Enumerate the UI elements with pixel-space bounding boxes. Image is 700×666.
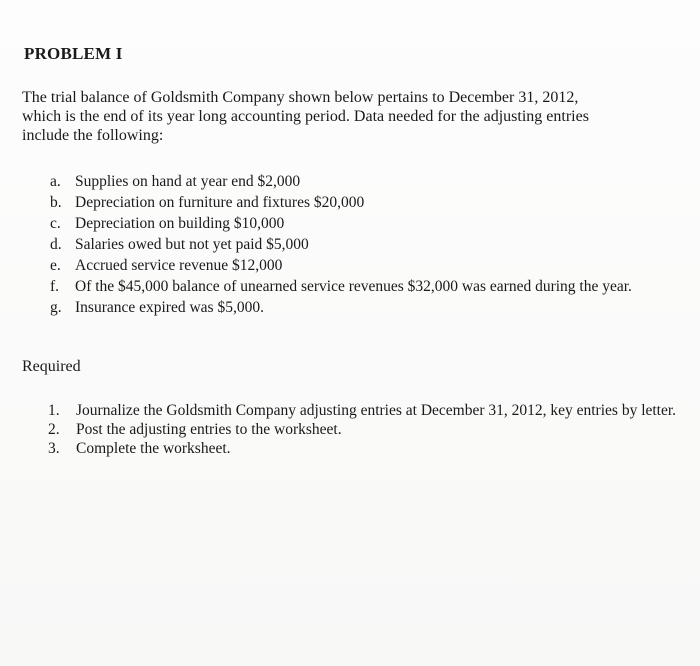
adjustment-item-c — [50, 214, 680, 233]
adjustments-list — [50, 172, 680, 319]
adjustment-item-f — [50, 277, 680, 296]
intro-paragraph — [22, 88, 682, 145]
intro-line: which is the end of its year long accounting period. Data needed for the adjusting entries — [22, 108, 589, 125]
required-heading: Required — [22, 358, 81, 375]
adjustment-item-g — [50, 298, 680, 317]
item-text: Supplies on hand at year end $2,000 — [75, 173, 301, 190]
adjustment-item-d — [50, 235, 680, 254]
item-text: Salaries owed but not yet paid $5,000 — [75, 236, 309, 253]
item-marker: d. — [50, 236, 62, 253]
step-marker: 2. — [48, 421, 60, 438]
item-text: Accrued service revenue $12,000 — [75, 257, 283, 274]
step-marker: 1. — [48, 402, 60, 419]
adjustment-item-b — [50, 193, 680, 212]
step-text: Journalize the Goldsmith Company adjusting entries at December 31, 2012, key entries by letter. — [76, 402, 677, 419]
item-marker: e. — [50, 257, 61, 274]
item-marker: g. — [50, 299, 62, 316]
required-steps-list — [48, 402, 680, 459]
step-item-3 — [48, 440, 680, 458]
step-item-1 — [48, 402, 680, 420]
item-text: Depreciation on furniture and fixtures $20,000 — [75, 194, 365, 211]
adjustment-item-a — [50, 172, 680, 191]
step-text: Post the adjusting entries to the worksheet. — [76, 421, 342, 438]
step-text: Complete the worksheet. — [76, 440, 231, 457]
item-marker: c. — [50, 215, 61, 232]
item-marker: a. — [50, 173, 61, 190]
item-text: Of the $45,000 balance of unearned service revenues $32,000 was earned during the year. — [75, 278, 632, 295]
item-text: Depreciation on building $10,000 — [75, 215, 285, 232]
item-text: Insurance expired was $5,000. — [75, 299, 264, 316]
step-marker: 3. — [48, 440, 60, 457]
item-marker: b. — [50, 194, 62, 211]
step-item-2 — [48, 421, 680, 439]
problem-heading: PROBLEM I — [24, 44, 123, 63]
adjustment-item-e — [50, 256, 680, 275]
intro-line: The trial balance of Goldsmith Company shown below pertains to December 31, 2012, — [22, 89, 579, 106]
item-marker: f. — [50, 278, 60, 295]
intro-line: include the following: — [22, 127, 164, 144]
